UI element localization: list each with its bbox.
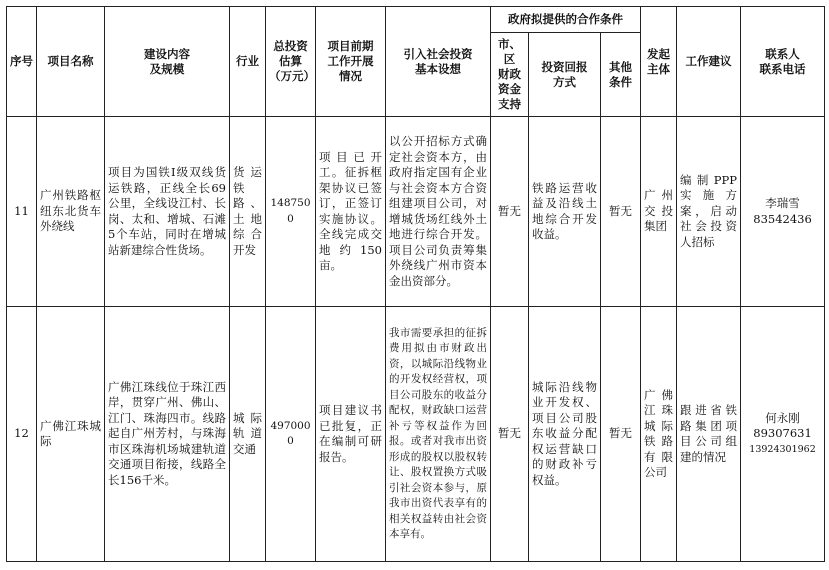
contact-phone: 83542436 [753,211,812,226]
cell-content: 广佛江珠线位于珠江西岸，贯穿广州、佛山、江门、珠海四市。线路起自广州芳村，与珠海市区珠海机场城建轨道交通项目衔接，线路全长156千米。 [105,307,230,562]
contact-name: 李瑞雪 [765,196,800,210]
header-other: 其他 条件 [601,33,641,117]
cell-preliminary: 项目已开工。征拆框架协议已签订，正签订实施协议。全线完成交地约150亩。 [316,117,386,307]
cell-name: 广州铁路枢纽东北货车外绕线 [37,117,105,307]
cell-social: 我市需要承担的征拆费用拟由市财政出资，以城际沿线物业的开发权经营权，项目公司股东的收益分配权，财政缺口运营补亏等权益作为回报。或者对我市出资形成的股权以股权转让、股权置换方式吸引社会资本参与，原我市出资代表享有的相关权益转由社会资本享有。 [386,307,491,562]
cell-sponsor: 广佛江珠城际铁路有限公司 [641,307,677,562]
cell-investment: 1487500 [266,117,316,307]
cell-contact [741,307,825,562]
header-content: 建设内容 及规模 [105,7,230,117]
header-gov-group: 政府拟提供的合作条件 [491,7,641,33]
cell-preliminary: 项目建议书已批复，正在编制可研报告。 [316,307,386,562]
cell-seq: 12 [7,307,37,562]
project-table [6,6,825,562]
table-row [7,117,825,307]
cell-return: 城际沿线物业开发权、项目公司股东收益分配权运营缺口的财政补亏权益。 [529,307,601,562]
cell-advice: 跟进省铁路集团项目公司组建的情况 [677,307,741,562]
cell-gov-funds: 暂无 [491,117,529,307]
table-row [7,307,825,562]
cell-contact [741,117,825,307]
cell-name: 广佛江珠城际 [37,307,105,562]
contact-phone-2: 13924301962 [749,443,816,455]
header-seq: 序号 [7,7,37,117]
header-name: 项目名称 [37,7,105,117]
cell-industry: 城际轨道交通 [230,307,266,562]
contact-phone: 89307631 [753,426,812,441]
cell-other: 暂无 [601,117,641,307]
header-preliminary: 项目前期 工作开展 情况 [316,7,386,117]
cell-return: 铁路运营收益及沿线土地综合开发收益。 [529,117,601,307]
contact-name: 何永刚 [765,410,800,425]
cell-seq: 11 [7,117,37,307]
cell-social: 以公开招标方式确定社会资本方，由政府指定国有企业与社会资本方合资组建项目公司，对增城货场红线外土地进行综合开发。项目公司负责筹集外绕线广州市资本金出资部分。 [386,117,491,307]
cell-advice: 编制PPP实施方案，启动社会投资人招标 [677,117,741,307]
cell-content: 项目为国铁Ⅰ级双线货运铁路，正线全长69公里，全线设江村、长岗、太和、增城、石滩5个车站，同时在增城站新建综合性货场。 [105,117,230,307]
cell-other: 暂无 [601,307,641,562]
cell-investment: 4970000 [266,307,316,562]
header-contact: 联系人 联系电话 [741,7,825,117]
header-sponsor: 发起 主体 [641,7,677,117]
header-row-top [7,7,825,33]
header-industry: 行业 [230,7,266,117]
header-investment: 总投资 估算 （万元） [266,7,316,117]
cell-sponsor: 广州交投集团 [641,117,677,307]
header-return: 投资回报 方式 [529,33,601,117]
header-advice: 工作建议 [677,7,741,117]
cell-gov-funds: 暂无 [491,307,529,562]
header-social: 引入社会投资 基本设想 [386,7,491,117]
header-gov-funds: 市、区 财政 资金 支持 [491,33,529,117]
cell-industry: 货运铁路、土地综合开发 [230,117,266,307]
